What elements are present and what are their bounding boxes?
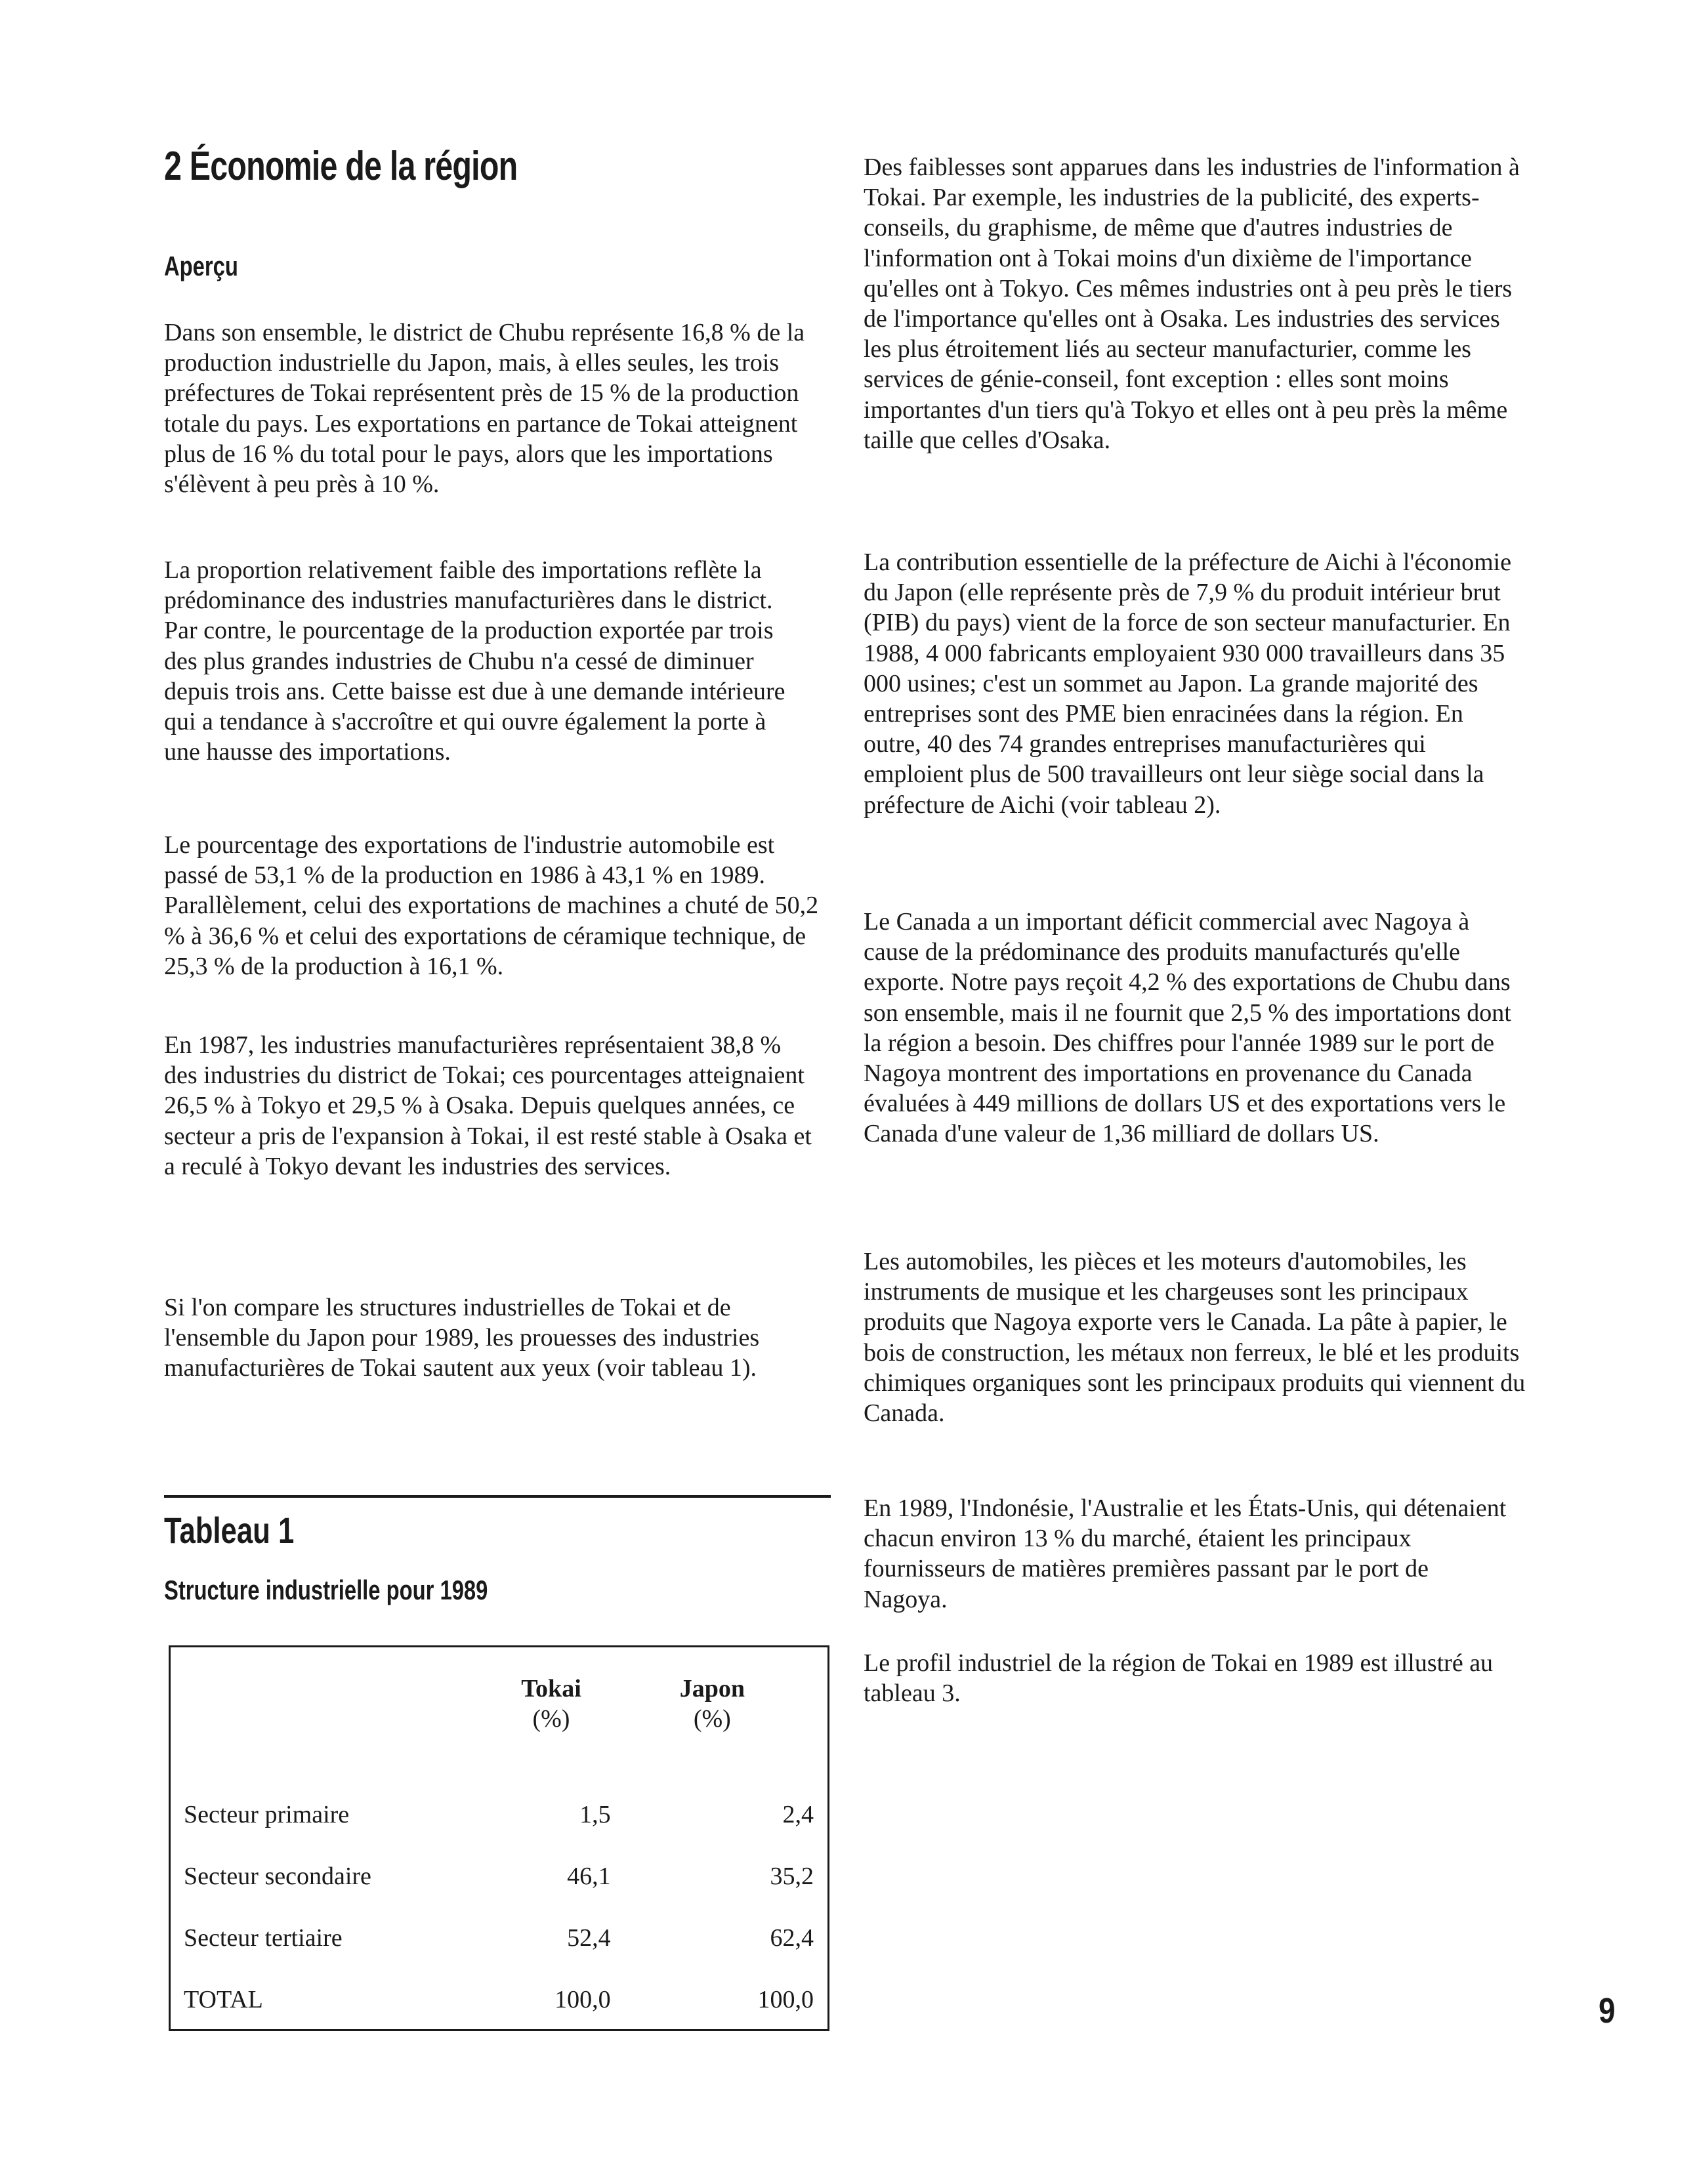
table-row: Secteur tertiaire 52,4 62,4 <box>184 1924 814 1952</box>
section-title: 2 Économie de la région <box>164 144 518 189</box>
left-paragraph-1: Dans son ensemble, le district de Chubu représente 16,8 % de la production industrielle du Japon, mais, à elles seules, les trois préfectures de Tokai représentent près de 15 % de la production totale du pays. Les exportations en partance de Tokai atteignent plus de 16 % du total pour le pays, alors que les importations s'élèvent à peu près à 10 %. <box>164 319 805 499</box>
right-paragraph-3: Le Canada a un important déficit commercial avec Nagoya à cause de la prédominance des produits manufacturés qu'elle exporte. Notre pays reçoit 4,2 % des exportations de Chubu dans son ensemble, mais il ne fournit que 2,5 % des importations dont la région a besoin. Des chiffres pour l'année 1989 sur le port de Nagoya montrent des importations en provenance du Canada évaluées à 449 millions de dollars US et des exportations vers le Canada d'une valeur de 1,36 milliard de dollars US. <box>864 908 1511 1148</box>
right-paragraph-5: En 1989, l'Indonésie, l'Australie et les États-Unis, qui détenaient chacun environ 13 % du marché, étaient les principaux fournisseurs de matières premières passant par le port de Nagoya. <box>864 1494 1507 1613</box>
table1 <box>169 1645 829 2031</box>
page-number: 9 <box>1599 1991 1616 2030</box>
table-header-row <box>184 1674 814 1765</box>
left-paragraph-2: La proportion relativement faible des importations reflète la prédominance des industries manufacturières dans le district. Par contre, le pourcentage de la production exportée par trois des plus grandes industries de Chubu n'a cessé de diminuer depuis trois ans. Cette baisse est due à une demande intérieure qui a tendance à s'accroître et qui ouvre également la porte à une hausse des importations. <box>164 556 785 766</box>
col-unit: (%) <box>532 1705 570 1733</box>
table1-subtitle: Structure industrielle pour 1989 <box>164 1575 488 1605</box>
right-paragraph-6: Le profil industriel de la région de Tokai en 1989 est illustré au tableau 3. <box>864 1649 1494 1708</box>
table-divider <box>164 1495 831 1498</box>
subsection-title: Aperçu <box>164 251 238 281</box>
table-row: TOTAL 100,0 100,0 <box>184 1986 814 2013</box>
table-row: Secteur primaire 1,5 2,4 <box>184 1801 814 1828</box>
right-paragraph-2: La contribution essentielle de la préfecture de Aichi à l'économie du Japon (elle représente près de 7,9 % du produit intérieur brut (PIB) du pays) vient de la force de son secteur manufacturier. En 1988, 4 000 fabricants employaient 930 000 travailleurs dans 35 000 usines; c'est un sommet au Japon. La grande majorité des entreprises sont des PME bien enracinées dans la région. En outre, 40 des 74 grandes entreprises manufacturières qui emploient plus de 500 travailleurs ont leur siège social dans la préfecture de Aichi (voir tableau 2). <box>864 548 1512 819</box>
table-row: Secteur secondaire 46,1 35,2 <box>184 1863 814 1890</box>
col-header-japon: Japon (%) <box>611 1674 814 1765</box>
right-paragraph-4: Les automobiles, les pièces et les moteurs d'automobiles, les instruments de musique et les chargeuses sont les principaux produits que Nagoya exporte vers le Canada. La pâte à papier, le bois de construction, les métaux non ferreux, le blé et les produits chimiques organiques sont les principaux produits qui viennent du Canada. <box>864 1248 1526 1428</box>
left-paragraph-5: Si l'on compare les structures industrielles de Tokai et de l'ensemble du Japon pour 1989, les prouesses des industries manufacturières de Tokai sautent aux yeux (voir tableau 1). <box>164 1294 760 1382</box>
left-paragraph-3: Le pourcentage des exportations de l'industrie automobile est passé de 53,1 % de la production en 1986 à 43,1 % en 1989. Parallèlement, celui des exportations de machines a chuté de 50,2 % à 36,6 % et celui des exportations de céramique technique, de 25,3 % de la production à 16,1 %. <box>164 831 819 980</box>
col-header-tokai: Tokai (%) <box>492 1674 610 1765</box>
table1-title: Tableau 1 <box>164 1510 295 1551</box>
col-unit: (%) <box>693 1705 731 1733</box>
table1-grid <box>184 1674 814 2030</box>
right-paragraph-1: Des faiblesses sont apparues dans les industries de l'information à Tokai. Par exemple, les industries de la publicité, des experts-conseils, du graphisme, de même que d'autres industries de l'information ont à Tokai moins d'un dixième de l'importance qu'elles ont à Tokyo. Ces mêmes industries ont à peu près le tiers de l'importance qu'elles ont à Osaka. Les industries des services les plus étroitement liés au secteur manufacturier, comme les services de génie-conseil, font exception : elles sont moins importantes d'un tiers qu'à Tokyo et elles ont à peu près la même taille que celles d'Osaka. <box>864 154 1520 454</box>
left-paragraph-4: En 1987, les industries manufacturières représentaient 38,8 % des industries du district de Tokai; ces pourcentages atteignaient 26,5 % à Tokyo et 29,5 % à Osaka. Depuis quelques années, ce secteur a pris de l'expansion à Tokai, il est resté stable à Osaka et a reculé à Tokyo devant les industries des services. <box>164 1031 812 1180</box>
